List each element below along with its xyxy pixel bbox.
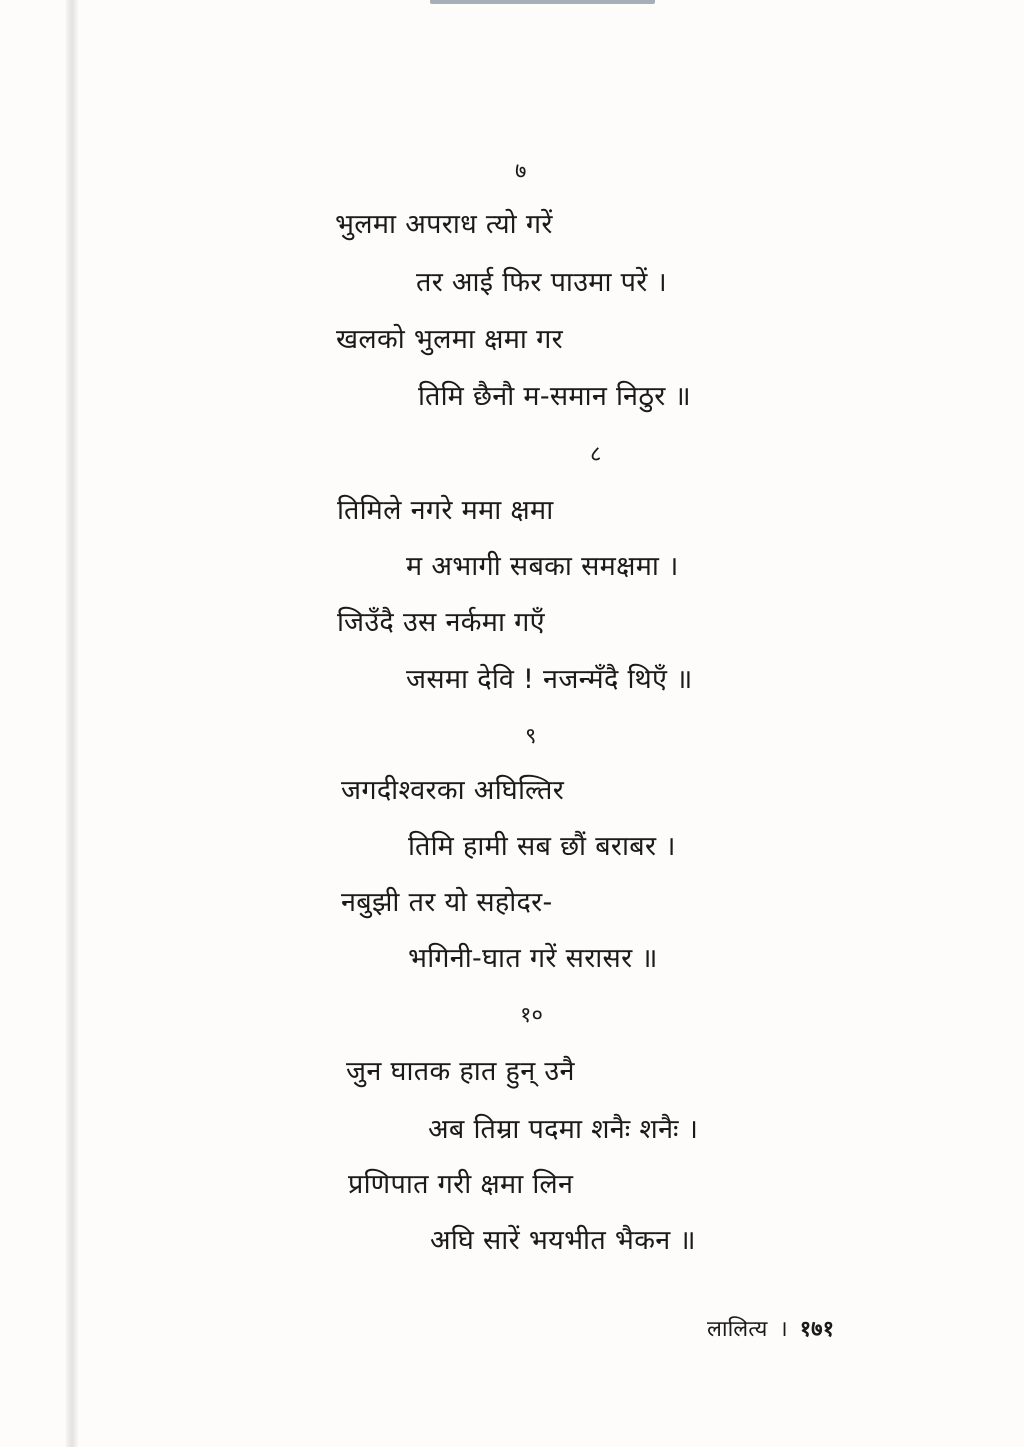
verse-line: जिउँदै उस नर्कमा गएँ — [337, 607, 545, 638]
verse-line: म अभागी सबका समक्षमा । — [406, 551, 679, 582]
book-title: लालित्य — [707, 1317, 768, 1342]
verse-line: तिमि हामी सब छौं बराबर । — [408, 831, 676, 862]
verse-line: भगिनी-घात गरें सरासर ॥ — [408, 943, 658, 974]
footer-separator: । — [779, 1317, 788, 1342]
verse-line: अब तिम्रा पदमा शनैः शनैः । — [428, 1114, 699, 1145]
stanza-number: ८ — [590, 442, 602, 467]
page-gutter — [66, 0, 78, 1447]
verse-line: प्रणिपात गरी क्षमा लिन — [348, 1169, 574, 1200]
stanza-number: १० — [520, 1003, 543, 1028]
page-footer — [707, 1315, 834, 1345]
verse-line: तिमिले नगरे ममा क्षमा — [337, 495, 554, 526]
stanza-number: ७ — [515, 159, 527, 184]
verse-line: तर आई फिर पाउमा परें । — [416, 267, 668, 298]
top-edge-strip — [430, 0, 655, 4]
verse-line: खलको भुलमा क्षमा गर — [336, 324, 563, 355]
verse-line: अघि सारें भयभीत भैकन ॥ — [430, 1225, 696, 1256]
verse-line: तिमि छैनौ म-समान निठुर ॥ — [418, 381, 692, 412]
verse-line: जसमा देवि ! नजन्मँदै थिएँ ॥ — [406, 664, 693, 695]
verse-line: जुन घातक हात हुन् उनै — [346, 1056, 575, 1087]
verse-line: जगदीश्वरका अघिल्तिर — [341, 775, 565, 806]
stanza-number: ९ — [525, 724, 537, 749]
verse-line: नबुझी तर यो सहोदर- — [341, 887, 553, 918]
verse-line: भुलमा अपराध त्यो गरें — [335, 209, 553, 240]
page-number: १७१ — [799, 1317, 835, 1342]
